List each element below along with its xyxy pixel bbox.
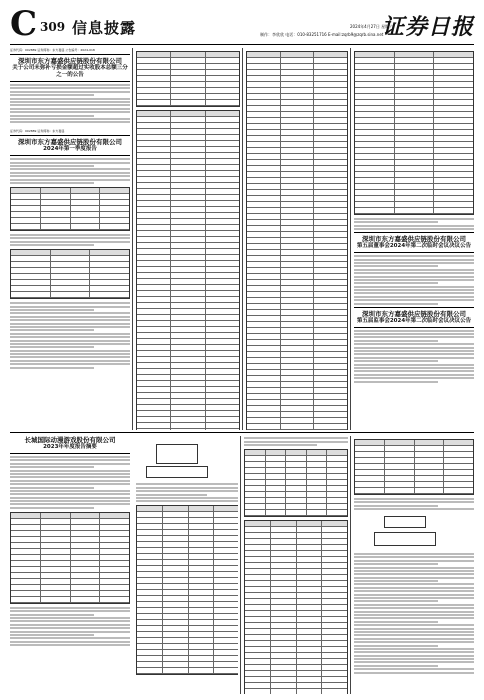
financial-table bbox=[136, 51, 240, 107]
article-rule bbox=[354, 307, 474, 308]
financial-table bbox=[244, 520, 348, 694]
article-rule bbox=[10, 81, 130, 82]
article-code-line: 证券代码：002889 证券简称：东方嘉盛 公告编号：2024-018 bbox=[10, 48, 95, 52]
article-company: 深圳市东方嘉盛供应链股份有限公司 bbox=[362, 235, 466, 244]
article-body bbox=[354, 553, 474, 674]
column-divider bbox=[350, 48, 351, 430]
article-body bbox=[10, 234, 130, 246]
editor-contact: 制作：李欣欣 电话：010-83251716 E-mail:zqrb9@zqrb.sina.net bbox=[260, 32, 384, 37]
financial-table bbox=[10, 512, 130, 604]
financial-table bbox=[244, 449, 348, 517]
article-body bbox=[10, 158, 130, 184]
article-title: 第五届监事会2024年第二次临时会议决议公告 bbox=[356, 317, 472, 324]
article-column-4 bbox=[354, 48, 474, 430]
article-body bbox=[354, 218, 474, 230]
article-rule bbox=[10, 155, 130, 156]
article-rule bbox=[354, 252, 474, 253]
article-rule bbox=[354, 327, 474, 328]
financial-table bbox=[246, 51, 348, 430]
issue-date: 2024年4月27日 星期六 bbox=[350, 24, 394, 29]
ownership-diagram bbox=[156, 444, 198, 464]
column-divider bbox=[132, 48, 133, 430]
annual-report-article bbox=[10, 436, 238, 694]
section-rule bbox=[10, 432, 474, 433]
article-company: 深圳市东方嘉盛供应链股份有限公司 bbox=[18, 138, 122, 147]
article-company: 长城国际动漫游戏股份有限公司 bbox=[24, 436, 116, 444]
financial-table bbox=[354, 51, 474, 215]
article-title: 第五届董事会2024年第二次临时会议决议公告 bbox=[356, 243, 472, 250]
annual-report-tables bbox=[244, 436, 348, 694]
annual-report-notes bbox=[354, 436, 474, 694]
financial-table bbox=[10, 249, 130, 299]
section-title: 信息披露 bbox=[72, 19, 137, 37]
financial-table bbox=[354, 439, 474, 495]
article-body bbox=[354, 255, 474, 304]
article-code-line: 证券代码：002889 证券简称：东方嘉盛 bbox=[10, 129, 65, 134]
article-column-1 bbox=[10, 48, 130, 430]
financial-table bbox=[136, 110, 240, 430]
article-rule bbox=[10, 135, 130, 136]
article-body bbox=[244, 437, 348, 446]
article-body bbox=[136, 482, 238, 504]
article-body bbox=[10, 84, 130, 123]
article-company: 深圳市东方嘉盛供应链股份有限公司 bbox=[18, 57, 122, 65]
article-rule bbox=[10, 54, 130, 55]
article-title: 2024年第一季度报告 bbox=[43, 146, 97, 153]
article-body bbox=[354, 498, 474, 510]
article-body bbox=[10, 456, 130, 509]
column-divider bbox=[240, 436, 241, 694]
article-company: 深圳市东方嘉盛供应链股份有限公司 bbox=[362, 309, 466, 318]
financial-table bbox=[136, 505, 238, 675]
column-divider bbox=[242, 48, 243, 430]
page-header bbox=[10, 4, 474, 44]
header-rule bbox=[10, 44, 474, 45]
article-title: 关于公司未弥补亏损金额超过实收股本总额三分之一的公告 bbox=[12, 65, 128, 78]
page-number: 309 bbox=[40, 20, 66, 34]
financial-table bbox=[10, 187, 130, 231]
article-body bbox=[10, 302, 130, 368]
article-rule bbox=[354, 232, 474, 233]
article-rule bbox=[10, 453, 130, 454]
ownership-diagram bbox=[146, 466, 208, 478]
cash-flow-column bbox=[246, 48, 348, 430]
article-title: 2023年年度报告摘要 bbox=[43, 444, 97, 450]
page-letter: C bbox=[10, 4, 38, 44]
article-body bbox=[354, 330, 474, 383]
column-divider bbox=[350, 436, 351, 694]
financial-statement-column bbox=[136, 48, 240, 430]
article-body bbox=[10, 607, 130, 646]
org-chart bbox=[354, 512, 474, 552]
masthead-logo: 证券日报 bbox=[381, 14, 474, 40]
